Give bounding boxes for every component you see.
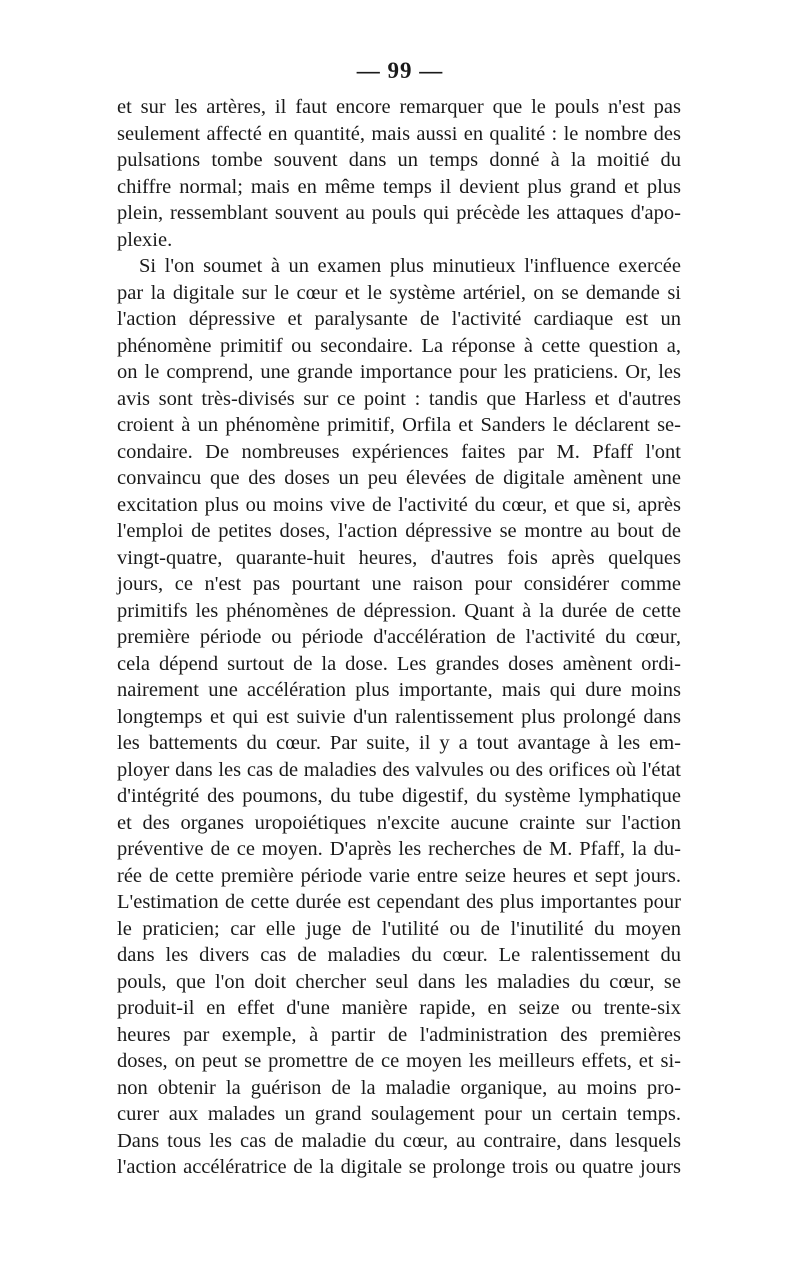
text-line: pulsations tombe souvent dans un temps donné à la moitié du	[117, 149, 681, 171]
text-line: non obtenir la guérison de la maladie organique, au moins pro-	[117, 1076, 681, 1099]
text-line: dans les divers cas de maladies du cœur. Le ralentissement du	[117, 944, 681, 966]
text-line: phénomène primitif ou secondaire. La réponse à cette question a,	[117, 334, 681, 357]
text-line: primitifs les phénomènes de dépression. Quant à la durée de cette	[117, 599, 681, 622]
text-line: Si l'on soumet à un examen plus minutieux l'influence exercée	[139, 255, 681, 277]
text-line: vingt-quatre, quarante-huit heures, d'autres fois après quelques	[117, 546, 681, 569]
text-line: croient à un phénomène primitif, Orfila et Sanders le déclarent se-	[117, 414, 681, 436]
text-line: les battements du cœur. Par suite, il y a tout avantage à les em-	[117, 732, 681, 754]
text-line: Dans tous les cas de maladie du cœur, au contraire, dans lesquels	[117, 1129, 681, 1152]
text-line: nairement une accélération plus importante, mais qui dure moins	[117, 679, 681, 701]
text-line: seulement affecté en quantité, mais aussi en qualité : le nombre des	[117, 122, 681, 145]
text-line: chiffre normal; mais en même temps il devient plus grand et plus	[117, 175, 681, 198]
text-line: d'intégrité des poumons, du tube digestif, du système lymphatique	[117, 785, 681, 807]
text-line: l'action accélératrice de la digitale se prolonge trois ou quatre jours	[117, 1156, 681, 1178]
text-line: avis sont très-divisés sur ce point : tandis que Harless et d'autres	[117, 387, 681, 410]
text-line: l'emploi de petites doses, l'action dépressive se montre au bout de	[117, 520, 681, 542]
text-line: produit-il en effet d'une manière rapide, en seize ou trente-six	[117, 997, 681, 1019]
text-line: première période ou période d'accélération de l'activité du cœur,	[117, 626, 681, 648]
text-line: excitation plus ou moins vive de l'activité du cœur, et que si, après	[117, 493, 681, 516]
text-line: jours, ce n'est pas pourtant une raison pour considérer comme	[117, 573, 681, 595]
text-line: ployer dans les cas de maladies des valvules ou des orifices où l'état	[117, 758, 681, 781]
text-line: plexie.	[117, 228, 173, 251]
page-number: — 99 —	[356, 58, 444, 83]
text-line: heures par exemple, à partir de l'administration des premières	[117, 1023, 681, 1046]
text-line: préventive de ce moyen. D'après les recherches de M. Pfaff, la du-	[117, 838, 681, 860]
body-text	[117, 94, 681, 1181]
text-line: condaire. De nombreuses expériences faites par M. Pfaff l'ont	[117, 440, 681, 463]
text-line: L'estimation de cette durée est cependant des plus importantes pour	[117, 891, 681, 913]
text-line: le praticien; car elle juge de l'utilité ou de l'inutilité du moyen	[117, 917, 681, 940]
text-line: et des organes uropoiétiques n'excite aucune crainte sur l'action	[117, 811, 681, 834]
text-line: doses, on peut se promettre de ce moyen les meilleurs effets, et si-	[117, 1050, 681, 1072]
text-line: pouls, que l'on doit chercher seul dans les maladies du cœur, se	[117, 970, 681, 993]
text-line: curer aux malades un grand soulagement pour un certain temps.	[117, 1103, 681, 1125]
text-line: plein, ressemblant souvent au pouls qui précède les attaques d'apo-	[117, 202, 681, 224]
text-line: convaincu que des doses un peu élevées de digitale amènent une	[117, 467, 681, 489]
text-line: on le comprend, une grande importance pour les praticiens. Or, les	[117, 361, 681, 383]
text-line: par la digitale sur le cœur et le système artériel, on se demande si	[117, 281, 681, 304]
text-line: longtemps et qui est suivie d'un ralentissement plus prolongé dans	[117, 705, 681, 728]
text-line: cela dépend surtout de la dose. Les grandes doses amènent ordi-	[117, 652, 681, 675]
text-line: l'action dépressive et paralysante de l'activité cardiaque est un	[117, 308, 681, 330]
text-line: rée de cette première période varie entre seize heures et sept jours.	[117, 864, 681, 887]
text-line: et sur les artères, il faut encore remarquer que le pouls n'est pas	[117, 96, 681, 118]
